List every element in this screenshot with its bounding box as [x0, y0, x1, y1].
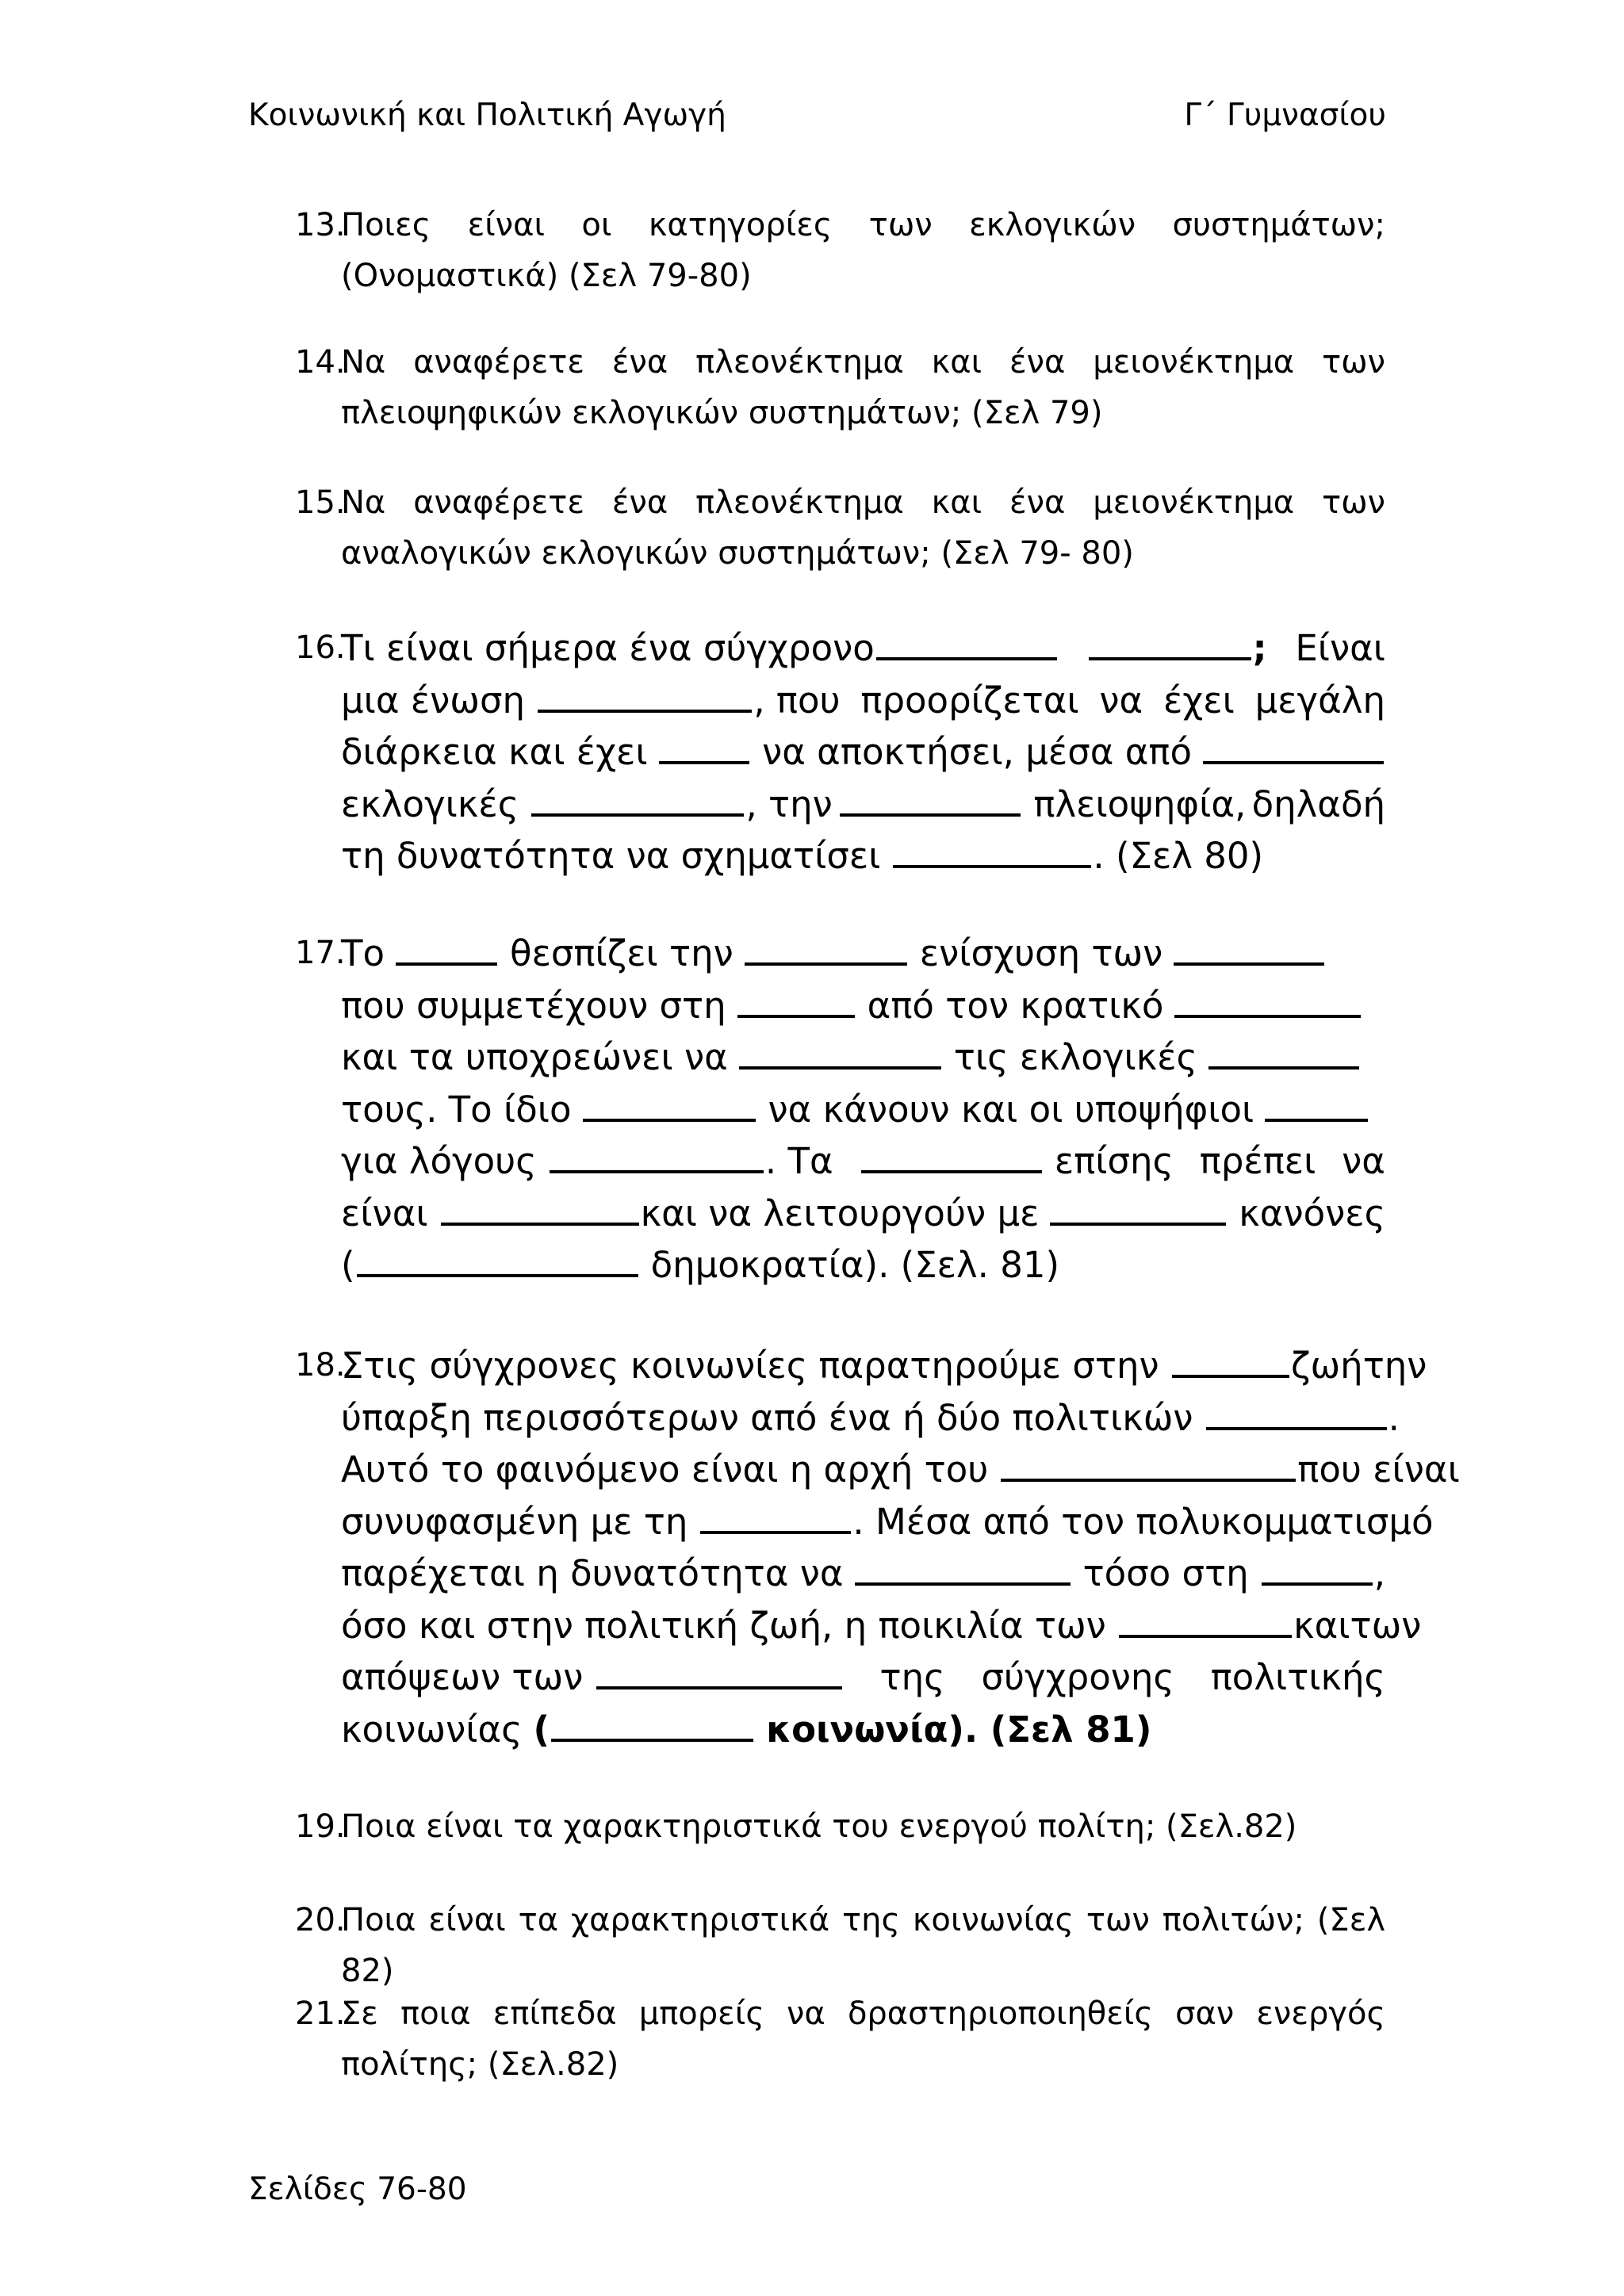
- q16-text: διάρκεια και έχει: [341, 731, 648, 773]
- q18-line-6: [341, 1600, 1422, 1652]
- question-15: [295, 477, 1385, 579]
- q18-text: ύπαρξη περισσότερων από ένα ή δύο πολιτικών: [341, 1396, 1193, 1439]
- fill-blank[interactable]: [596, 1657, 842, 1689]
- fill-blank[interactable]: [1262, 1553, 1373, 1586]
- q16-text: προορίζεται: [860, 679, 1079, 721]
- q16-text: μεγάλη: [1254, 679, 1385, 721]
- question-number: 19.: [295, 1808, 346, 1845]
- q18-text: και: [1293, 1604, 1350, 1647]
- question-13: [295, 200, 1385, 301]
- q18-text: της: [879, 1656, 945, 1698]
- fill-blank[interactable]: [737, 985, 855, 1018]
- q16-text: να: [1099, 679, 1143, 721]
- q18-text: . Μέσα από τον πολυκομματισμό: [852, 1500, 1434, 1543]
- question-text: Ποια είναι τα χαρακτηριστικά της κοινωνίας των πολιτών; (Σελ 82): [341, 1902, 1385, 1989]
- question-number: 13.: [295, 207, 346, 243]
- fill-blank[interactable]: [1172, 1345, 1289, 1378]
- fill-blank[interactable]: [1119, 1605, 1292, 1638]
- q17-line-7: [341, 1239, 1385, 1292]
- q18-text: την: [1362, 1345, 1427, 1387]
- question-16: [295, 622, 1385, 882]
- fill-blank[interactable]: [1206, 1398, 1387, 1430]
- fill-blank[interactable]: [396, 933, 497, 966]
- q18-text: πολιτικής: [1210, 1656, 1385, 1698]
- q18-text: των: [1350, 1604, 1422, 1647]
- q18-text: Αυτό το φαινόμενο είναι η αρχή του: [341, 1448, 989, 1490]
- q16-text: να αποκτήσει, μέσα από: [762, 731, 1193, 773]
- fill-blank[interactable]: [861, 1141, 1042, 1173]
- q17-text: τις εκλογικές: [953, 1036, 1197, 1078]
- q17-text: κανόνες: [1239, 1192, 1385, 1234]
- fill-blank[interactable]: [550, 1141, 764, 1173]
- fill-blank[interactable]: [357, 1245, 638, 1277]
- q17-line-2: [341, 980, 1385, 1032]
- q17-line-3: [341, 1031, 1385, 1084]
- q16-text: έχει: [1162, 679, 1235, 721]
- question-number: 16.: [295, 629, 346, 666]
- fill-blank[interactable]: [1265, 1089, 1368, 1122]
- question-text: Ποια είναι τα χαρακτηριστικά του ενεργού πολίτη; (Σελ.82): [341, 1808, 1297, 1845]
- fill-blank[interactable]: [538, 680, 752, 713]
- q16-text: δηλαδή: [1251, 783, 1385, 825]
- q17-text: και να λειτουργούν με: [640, 1192, 1040, 1234]
- fill-blank[interactable]: [531, 784, 744, 817]
- q18-text: που είναι: [1297, 1448, 1460, 1490]
- question-text: Ποιες είναι οι κατηγορίες των εκλογικών συστημάτων; (Ονομαστικά) (Σελ 79-80): [341, 207, 1385, 294]
- q16-text: εκλογικές: [341, 783, 519, 825]
- footer-pages: Σελίδες 76-80: [248, 2172, 467, 2207]
- q18-text: ζωή: [1291, 1345, 1363, 1387]
- fill-blank[interactable]: [700, 1502, 851, 1534]
- q17-text: δημοκρατία). (Σελ. 81): [650, 1244, 1060, 1286]
- q18-line-8: [341, 1704, 1385, 1756]
- q16-text: πλειοψηφία,: [1033, 783, 1247, 825]
- fill-blank[interactable]: [1208, 1037, 1359, 1070]
- q17-text: θεσπίζει την: [510, 932, 733, 974]
- q18-line-7: [341, 1651, 1385, 1704]
- fill-blank[interactable]: [745, 933, 907, 966]
- fill-blank[interactable]: [659, 732, 749, 764]
- q17-line-6: [341, 1188, 1385, 1240]
- q18-text: (: [533, 1708, 550, 1751]
- q17-text: είναι: [341, 1192, 428, 1234]
- q16-text: μια ένωση: [341, 679, 526, 721]
- q16-text: ;: [1252, 627, 1267, 669]
- fill-blank[interactable]: [1050, 1193, 1226, 1226]
- q18-text: Στις σύγχρονες κοινωνίες παρατηρούμε στην: [341, 1345, 1159, 1387]
- q18-line-1: [341, 1340, 1427, 1392]
- question-19: [295, 1801, 1385, 1852]
- q17-line-4: [341, 1084, 1385, 1136]
- q18-text: .: [1388, 1396, 1400, 1439]
- fill-blank[interactable]: [441, 1193, 639, 1226]
- q17-text: ενίσχυση των: [919, 932, 1163, 974]
- q18-line-4: [341, 1496, 1434, 1548]
- question-text: Να αναφέρετε ένα πλεονέκτημα και ένα μειονέκτημα των πλειοψηφικών εκλογικών συστημάτων; (Σελ 79): [341, 344, 1385, 431]
- q16-text: , που: [753, 679, 841, 721]
- q17-text: από τον κρατικό: [867, 984, 1164, 1027]
- fill-blank[interactable]: [739, 1037, 941, 1070]
- fill-blank[interactable]: [893, 836, 1091, 868]
- q18-line-2: [341, 1392, 1400, 1445]
- q17-text: να κάνουν και οι υποψήφιοι: [768, 1088, 1254, 1131]
- q17-line-1: [341, 928, 1385, 980]
- q17-text: που συμμετέχουν στη: [341, 984, 726, 1027]
- question-18: [295, 1340, 1460, 1755]
- question-number: 20.: [295, 1902, 346, 1938]
- q16-line-5: [341, 830, 1385, 882]
- question-number: 18.: [295, 1347, 346, 1383]
- q18-text: τόσο στη: [1082, 1552, 1249, 1594]
- question-number: 17.: [295, 935, 346, 971]
- question-17: [295, 928, 1385, 1292]
- q16-text: τη δυνατότητα να σχηματίσει: [341, 835, 881, 877]
- q16-line-4: [341, 779, 1385, 831]
- q16-text: . (Σελ 80): [1093, 835, 1264, 877]
- q16-line-1: [341, 622, 1385, 675]
- fill-blank[interactable]: [1089, 628, 1251, 660]
- q18-line-3: [341, 1444, 1460, 1496]
- fill-blank[interactable]: [1001, 1449, 1296, 1482]
- fill-blank[interactable]: [855, 1553, 1071, 1586]
- q18-text: κοινωνία). (Σελ 81): [766, 1708, 1152, 1751]
- question-text: Σε ποια επίπεδα μπορείς να δραστηριοποιηθείς σαν ενεργός πολίτης; (Σελ.82): [341, 1996, 1385, 2083]
- fill-blank[interactable]: [583, 1089, 756, 1122]
- fill-blank[interactable]: [551, 1709, 753, 1742]
- q16-text: , την: [745, 783, 833, 825]
- fill-blank[interactable]: [840, 784, 1021, 817]
- q18-text: κοινωνίας: [341, 1708, 523, 1751]
- q18-text: παρέχεται η δυνατότητα να: [341, 1552, 844, 1594]
- q18-text: απόψεων των: [341, 1656, 584, 1698]
- q17-text: Το: [341, 932, 385, 974]
- q18-text: όσο και στην πολιτική ζωή, η ποικιλία των: [341, 1604, 1106, 1647]
- question-number: 14.: [295, 344, 346, 381]
- q16-text: Τι είναι σήμερα ένα σύγχρονο: [341, 627, 875, 669]
- q17-text: να: [1342, 1140, 1385, 1182]
- q18-text: σύγχρονης: [981, 1656, 1174, 1698]
- q17-text: τους. Το ίδιο: [341, 1088, 572, 1131]
- q17-text: και τα υποχρεώνει να: [341, 1036, 728, 1078]
- fill-blank[interactable]: [876, 628, 1057, 660]
- q17-text: πρέπει: [1199, 1140, 1316, 1182]
- q17-text: (: [341, 1244, 355, 1286]
- fill-blank[interactable]: [1174, 933, 1324, 966]
- q17-line-5: [341, 1135, 1385, 1188]
- question-21: [295, 1988, 1385, 2090]
- header-grade: Γ΄ Γυμνασίου: [1184, 98, 1386, 133]
- q16-line-3: [341, 726, 1385, 779]
- question-text: Να αναφέρετε ένα πλεονέκτημα και ένα μειονέκτημα των αναλογικών εκλογικών συστημάτων; (Σελ 79- 80): [341, 484, 1385, 572]
- fill-blank[interactable]: [1203, 732, 1384, 764]
- q18-text: συνυφασμένη με τη: [341, 1500, 688, 1543]
- q16-line-2: [341, 675, 1385, 727]
- q16-text: Είναι: [1295, 627, 1385, 669]
- question-number: 15.: [295, 484, 346, 521]
- header-subject: Κοινωνική και Πολιτική Αγωγή: [248, 98, 726, 133]
- question-20: [295, 1895, 1385, 1996]
- question-number: 21.: [295, 1996, 346, 2032]
- fill-blank[interactable]: [1174, 985, 1361, 1018]
- q18-text: ,: [1373, 1552, 1385, 1594]
- q18-line-5: [341, 1548, 1385, 1600]
- q17-text: . Τα: [764, 1140, 833, 1182]
- q17-text: για λόγους: [341, 1140, 537, 1182]
- q17-text: επίσης: [1054, 1140, 1174, 1182]
- question-14: [295, 337, 1385, 438]
